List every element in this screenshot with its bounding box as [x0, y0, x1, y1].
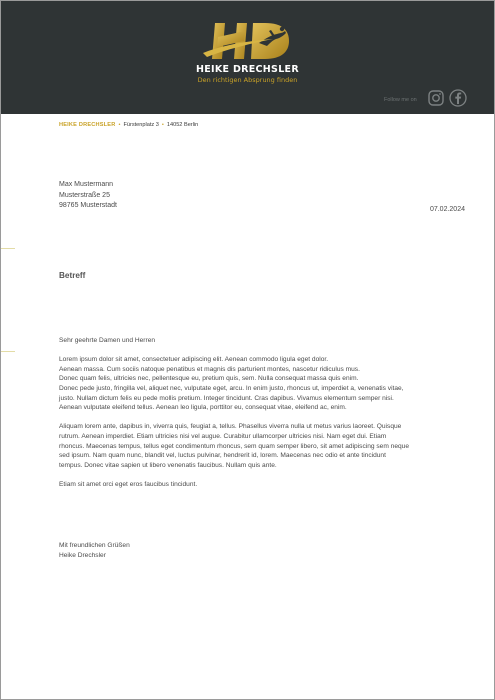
text-line: Lorem ipsum dolor sit amet, consectetuer adipiscing elit. Aenean commodo ligula eget dolor. — [59, 356, 329, 364]
punch-mark — [1, 351, 15, 352]
sender-street: Fürstenplatz 3 — [123, 122, 159, 128]
letter-subject: Betreff — [59, 271, 86, 280]
salutation: Sehr geehrte Damen und Herren — [59, 337, 156, 344]
text-line: Aliquam lorem ante, dapibus in, viverra quis, feugiat a, tellus. Phasellus viverra nulla ut metus varius laoreet. Quisque — [59, 423, 402, 431]
paragraph-1 — [59, 355, 469, 413]
paragraph-2 — [59, 422, 469, 470]
sender-city: 14052 Berlin — [166, 122, 199, 128]
text-line: rutrum. Aenean imperdiet. Etiam ultricies nisi vel augue. Curabitur ullamcorper ultricies nisi. Nam eget dui. Etiam — [59, 432, 387, 440]
facebook-icon[interactable] — [449, 89, 467, 107]
sender-brand: HEIKE DRECHSLER — [59, 122, 116, 128]
text-line: tempus. Donec vitae sapien ut libero venenatis faucibus. Nullam quis ante. — [59, 461, 277, 469]
brand-name: HEIKE DRECHSLER — [196, 64, 299, 75]
fold-mark — [1, 248, 15, 249]
text-line: Aenean massa. Cum sociis natoque penatibus et magnis dis parturient montes, nascetur ridiculus mus. — [59, 365, 360, 373]
instagram-icon[interactable] — [427, 89, 445, 107]
letter-body — [59, 336, 469, 499]
separator: • — [118, 122, 121, 128]
signature-name: Heike Drechsler — [59, 551, 106, 559]
text-line: Donec pede justo, fringilla vel, aliquet nec, vulputate eget, arcu. In enim justo, rhoncus ut, imperdiet a, venenatis vitae, — [59, 384, 404, 392]
separator: • — [161, 122, 164, 128]
brand-tagline: Den richtigen Absprung finden — [197, 76, 298, 84]
hd-logo — [203, 19, 293, 61]
recipient-name: Max Mustermann — [59, 181, 114, 188]
recipient-address — [59, 180, 117, 212]
recipient-city: 98765 Musterstadt — [59, 202, 117, 209]
follow-label: Follow me on — [384, 97, 417, 103]
letter-closing — [59, 541, 130, 560]
sender-address-line — [59, 122, 198, 128]
text-line: Donec quam felis, ultricies nec, pellentesque eu, pretium quis, sem. Nulla consequat massa quis enim. — [59, 375, 359, 383]
paragraph-3: Etiam sit amet orci eget eros faucibus tincidunt. — [59, 480, 198, 488]
recipient-street: Musterstraße 25 — [59, 191, 110, 199]
letter-date: 07.02.2024 — [429, 206, 465, 213]
text-line: sed ipsum. Nam quam nunc, blandit vel, luctus pulvinar, hendrerit id, lorem. Maecenas nec odio et ante tincidunt — [59, 452, 386, 460]
closing-greeting: Mit freundlichen Grüßen — [59, 542, 130, 549]
text-line: justo. Nullam dictum felis eu pede mollis pretium. Integer tincidunt. Cras dapibus. Vivamus elementum semper nisi. — [59, 394, 394, 402]
letterhead — [1, 1, 494, 114]
text-line: rhoncus. Maecenas tempus, tellus eget condimentum rhoncus, sem quam semper libero, sit amet adipiscing sem neque — [59, 442, 410, 450]
text-line: Aenean vulputate eleifend tellus. Aenean leo ligula, porttitor eu, consequat vitae, eleifend ac, enim. — [59, 404, 347, 412]
